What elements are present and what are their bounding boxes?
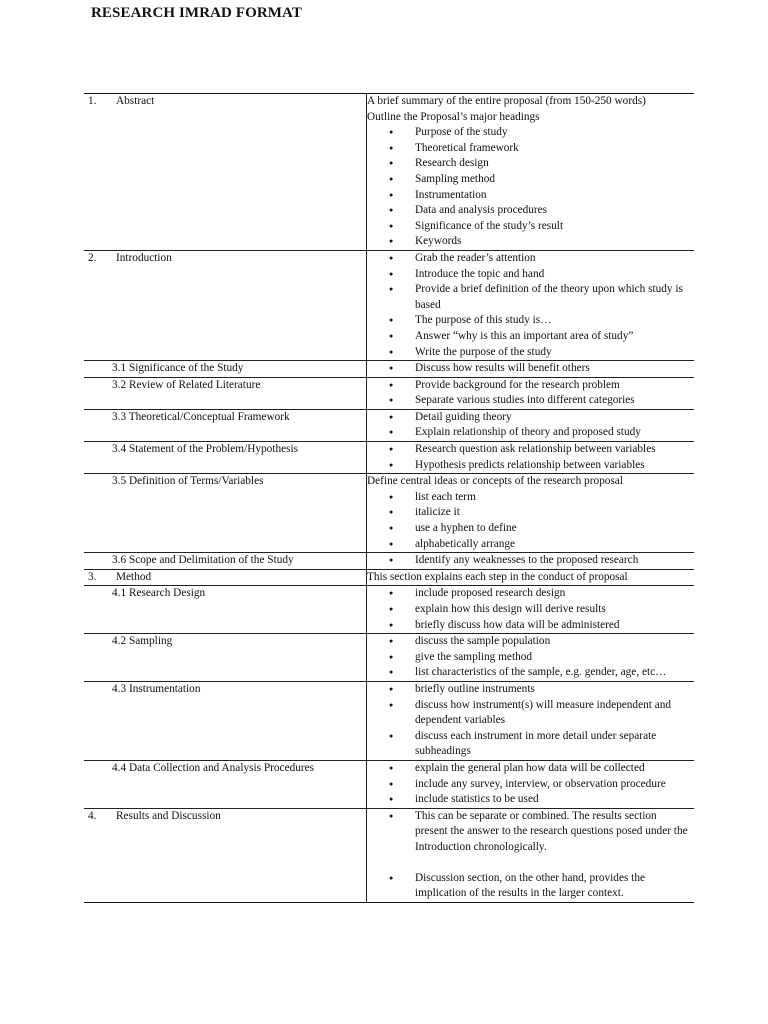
bullet-item: ● Provide background for the research problem bbox=[367, 378, 694, 394]
subsection-label: 4.4 Data Collection and Analysis Procedures bbox=[112, 761, 315, 774]
bullet-list bbox=[367, 553, 694, 569]
subsection-label: 3.5 Definition of Terms/Variables bbox=[112, 475, 264, 488]
bullet-item: ● give the sampling method bbox=[367, 650, 694, 666]
section-heading bbox=[84, 251, 366, 267]
table-row bbox=[84, 808, 694, 902]
bullet-list bbox=[367, 442, 694, 473]
bullet-item: ● include any survey, interview, or observation procedure bbox=[367, 777, 694, 793]
bullet-list bbox=[367, 410, 694, 441]
bullet-list bbox=[367, 634, 694, 681]
bullet-item: ● use a hyphen to define bbox=[367, 521, 694, 537]
table-row bbox=[84, 474, 694, 553]
description-cell bbox=[367, 586, 695, 634]
bullet-list bbox=[367, 251, 694, 360]
table-row bbox=[84, 681, 694, 760]
bullet-item: ● Theoretical framework bbox=[367, 141, 694, 157]
bullet-item: ● This can be separate or combined. The results section present the answer to the research questions posed under the Introduction chronologically. bbox=[367, 809, 694, 856]
bullet-list bbox=[367, 586, 694, 633]
section-label: Abstract bbox=[116, 95, 155, 107]
bullet-item: ● Discuss how results will benefit others bbox=[367, 361, 694, 377]
bullet-item: ● Explain relationship of theory and proposed study bbox=[367, 425, 694, 441]
bullet-item: ● include statistics to be used bbox=[367, 792, 694, 808]
bullet-item: ● briefly outline instruments bbox=[367, 682, 694, 698]
table-row bbox=[84, 569, 694, 586]
bullet-item: ● Keywords bbox=[367, 234, 694, 250]
section-heading-cell bbox=[84, 569, 367, 586]
description-cell bbox=[367, 409, 695, 441]
bullet-item: ● explain the general plan how data will be collected bbox=[367, 761, 694, 777]
bullet-item: ● italicize it bbox=[367, 505, 694, 521]
section-heading-cell bbox=[84, 442, 367, 474]
document-title: RESEARCH IMRAD FORMAT bbox=[91, 5, 302, 21]
table-row bbox=[84, 760, 694, 808]
section-heading-cell bbox=[84, 553, 367, 570]
section-number: 4. bbox=[88, 809, 97, 822]
section-heading-cell bbox=[84, 94, 367, 251]
bullet-item: ● Answer “why is this an important area of study” bbox=[367, 329, 694, 345]
section-heading-cell bbox=[84, 681, 367, 760]
description-cell bbox=[367, 377, 695, 409]
bullet-item: ● discuss the sample population bbox=[367, 634, 694, 650]
bullet-item: ● Identify any weaknesses to the proposed research bbox=[367, 553, 694, 569]
description-cell bbox=[367, 442, 695, 474]
table-row bbox=[84, 553, 694, 570]
section-label: Method bbox=[116, 570, 152, 583]
subsection-label: 3.1 Significance of the Study bbox=[112, 362, 244, 375]
description-cell bbox=[367, 474, 695, 553]
bullet-list bbox=[367, 361, 694, 377]
description-text: Define central ideas or concepts of the research proposal bbox=[367, 475, 623, 488]
bullet-item: ● briefly discuss how data will be administered bbox=[367, 618, 694, 634]
section-heading-cell bbox=[84, 409, 367, 441]
description-cell bbox=[367, 808, 695, 902]
bullet-item: ● Research design bbox=[367, 156, 694, 172]
bullet-item: ● Sampling method bbox=[367, 172, 694, 188]
description-cell bbox=[367, 760, 695, 808]
section-number: 1. bbox=[88, 95, 97, 107]
bullet-item: ● The purpose of this study is… bbox=[367, 313, 694, 329]
bullet-list bbox=[367, 490, 694, 552]
section-heading bbox=[84, 809, 366, 825]
bullet-item: ● Provide a brief definition of the theory upon which study is based bbox=[367, 282, 694, 313]
bullet-item: ● list each term bbox=[367, 490, 694, 506]
table-row bbox=[84, 250, 694, 360]
description-text: A brief summary of the entire proposal (from 150-250 words) bbox=[367, 95, 646, 107]
section-heading-cell bbox=[84, 586, 367, 634]
description-cell bbox=[367, 681, 695, 760]
description-text: Outline the Proposal’s major headings bbox=[367, 110, 540, 123]
section-heading-cell bbox=[84, 808, 367, 902]
bullet-item: ● Significance of the study’s result bbox=[367, 219, 694, 235]
bullet-list bbox=[367, 809, 694, 902]
description-cell bbox=[367, 634, 695, 682]
bullet-item: ● Grab the reader’s attention bbox=[367, 251, 694, 267]
bullet-list bbox=[367, 125, 694, 250]
subsection-label: 3.6 Scope and Delimitation of the Study bbox=[112, 554, 294, 567]
description-cell bbox=[367, 569, 695, 586]
bullet-item: ● Purpose of the study bbox=[367, 125, 694, 141]
subsection-label: 4.3 Instrumentation bbox=[112, 682, 201, 695]
table-row bbox=[84, 442, 694, 474]
subsection-label: 3.3 Theoretical/Conceptual Framework bbox=[112, 410, 290, 423]
table-row bbox=[84, 377, 694, 409]
bullet-item: ● Discussion section, on the other hand, provides the implication of the results in the larger context. bbox=[367, 871, 694, 902]
section-heading bbox=[84, 94, 366, 110]
bullet-item: ● Hypothesis predicts relationship between variables bbox=[367, 458, 694, 474]
table-row bbox=[84, 94, 694, 251]
section-heading-cell bbox=[84, 474, 367, 553]
bullet-item: ● Research question ask relationship between variables bbox=[367, 442, 694, 458]
description-text: This section explains each step in the conduct of proposal bbox=[367, 570, 628, 583]
section-heading-cell bbox=[84, 377, 367, 409]
bullet-item: ● Data and analysis procedures bbox=[367, 203, 694, 219]
section-heading-cell bbox=[84, 250, 367, 360]
section-label: Introduction bbox=[116, 251, 172, 264]
description-cell bbox=[367, 361, 695, 378]
bullet-item: ● Detail guiding theory bbox=[367, 410, 694, 426]
bullet-list bbox=[367, 378, 694, 409]
bullet-item: ● Write the purpose of the study bbox=[367, 345, 694, 361]
description-cell bbox=[367, 94, 695, 251]
subsection-label: 3.2 Review of Related Literature bbox=[112, 378, 261, 391]
bullet-item: ● alphabetically arrange bbox=[367, 537, 694, 553]
bullet-item: ● include proposed research design bbox=[367, 586, 694, 602]
bullet-item: ● Separate various studies into different categories bbox=[367, 393, 694, 409]
subsection-label: 4.2 Sampling bbox=[112, 635, 173, 648]
section-heading-cell bbox=[84, 361, 367, 378]
section-heading bbox=[84, 570, 366, 586]
bullet-item: ● Introduce the topic and hand bbox=[367, 267, 694, 283]
imrad-table-body bbox=[84, 94, 694, 903]
bullet-list bbox=[367, 761, 694, 808]
section-heading-cell bbox=[84, 760, 367, 808]
bullet-item: ● discuss how instrument(s) will measure independent and dependent variables bbox=[367, 698, 694, 729]
bullet-item: ● Instrumentation bbox=[367, 188, 694, 204]
bullet-item: ● explain how this design will derive results bbox=[367, 602, 694, 618]
section-heading-cell bbox=[84, 634, 367, 682]
table-row bbox=[84, 586, 694, 634]
subsection-label: 3.4 Statement of the Problem/Hypothesis bbox=[112, 443, 299, 456]
bullet-list bbox=[367, 682, 694, 760]
section-number: 2. bbox=[88, 251, 97, 264]
section-number: 3. bbox=[88, 570, 97, 583]
table-row bbox=[84, 409, 694, 441]
imrad-table bbox=[84, 93, 694, 903]
description-cell bbox=[367, 250, 695, 360]
bullet-item: ● discuss each instrument in more detail under separate subheadings bbox=[367, 729, 694, 760]
table-row bbox=[84, 634, 694, 682]
subsection-label: 4.1 Research Design bbox=[112, 587, 206, 600]
table-row bbox=[84, 361, 694, 378]
description-cell bbox=[367, 553, 695, 570]
bullet-item: ● list characteristics of the sample, e.g. gender, age, etc… bbox=[367, 665, 694, 681]
section-label: Results and Discussion bbox=[116, 809, 221, 822]
